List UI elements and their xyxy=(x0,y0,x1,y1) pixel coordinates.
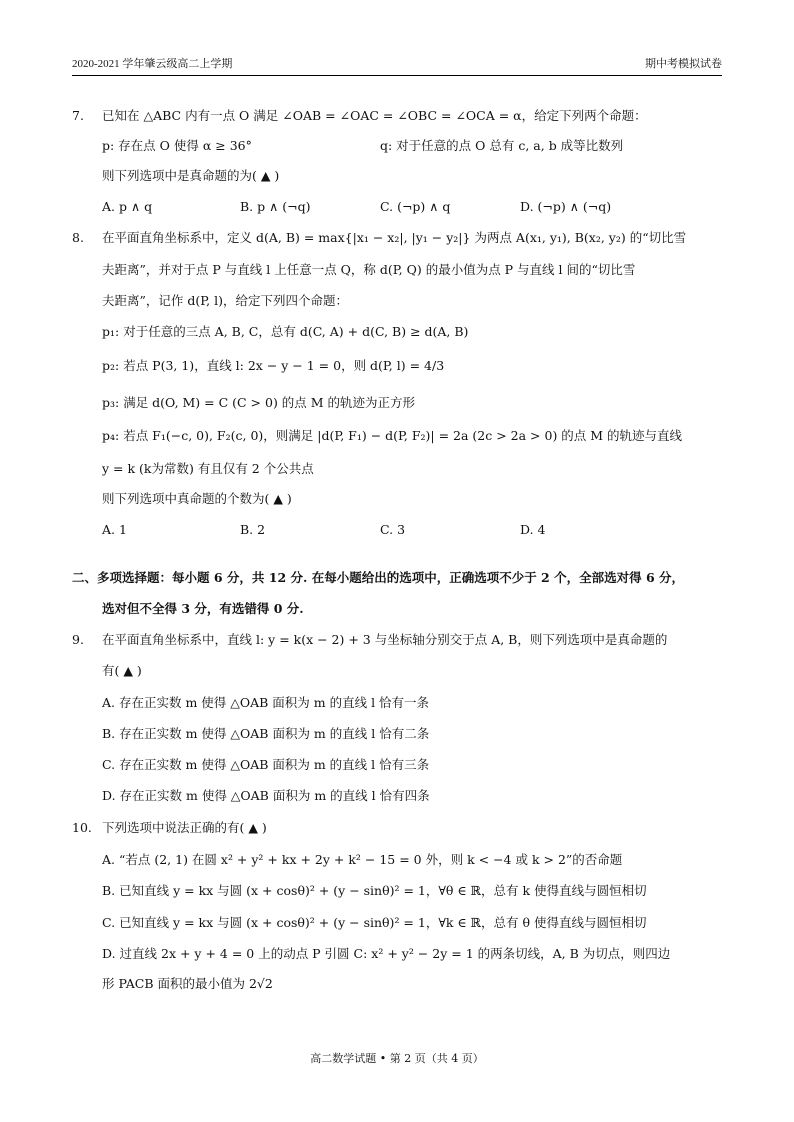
q8-p4-line-2: y = k (k为常数) 有且仅有 2 个公共点 xyxy=(102,461,314,476)
q8-ask: 则下列选项中真命题的个数为( ▲ ) xyxy=(102,491,292,506)
section-2-heading: 二、多项选择题：每小题 6 分，共 12 分. 在每小题给出的选项中，正确选项不少于 2 个，全部选对得 6 分， xyxy=(72,570,685,585)
q7-option-c: C. (¬p) ∧ q xyxy=(380,199,451,214)
q7-option-d: D. (¬p) ∧ (¬q) xyxy=(520,199,612,214)
q9-option-c: C. 存在正实数 m 使得 △OAB 面积为 m 的直线 l 恰有三条 xyxy=(102,757,430,772)
q8-line-2: 夫距离”，并对于点 P 与直线 l 上任意一点 Q，称 d(P, Q) 的最小值为点 P 与直线 l 间的“切比雪 xyxy=(102,262,636,277)
q7-proposition-p: p: 存在点 O 使得 α ≥ 36° xyxy=(102,138,252,153)
q9-option-a: A. 存在正实数 m 使得 △OAB 面积为 m 的直线 l 恰有一条 xyxy=(102,695,430,710)
q7-option-a: A. p ∧ q xyxy=(102,199,153,214)
q9-option-b: B. 存在正实数 m 使得 △OAB 面积为 m 的直线 l 恰有二条 xyxy=(102,726,430,741)
header-right: 期中考模拟试卷 xyxy=(645,58,722,70)
header-divider xyxy=(72,75,722,76)
q8-option-d: D. 4 xyxy=(520,522,546,537)
q10-option-d-cont: 形 PACB 面积的最小值为 2√2 xyxy=(102,976,273,991)
q9-number: 9. xyxy=(72,632,84,647)
q7-stem: 已知在 △ABC 内有一点 O 满足 ∠OAB = ∠OAC = ∠OBC = ∠OCA = α，给定下列两个命题： xyxy=(102,108,647,123)
q8-p2: p₂: 若点 P(3, 1)，直线 l: 2x − y − 1 = 0，则 d(P, l) = 4/3 xyxy=(102,358,445,373)
q8-option-a: A. 1 xyxy=(102,522,127,537)
page-footer: 高二数学试题 • 第 2 页（共 4 页） xyxy=(310,1052,484,1065)
q9-line-1: 在平面直角坐标系中，直线 l: y = k(x − 2) + 3 与坐标轴分别交于点 A, B，则下列选项中是真命题的 xyxy=(102,632,668,647)
q10-option-d: D. 过直线 2x + y + 4 = 0 上的动点 P 引圆 C: x² + y² − 2y = 1 的两条切线，A, B 为切点，则四边 xyxy=(102,946,671,961)
q8-p3: p₃: 满足 d(O, M) = C (C > 0) 的点 M 的轨迹为正方形 xyxy=(102,395,416,410)
header-left: 2020-2021 学年肇云级高二上学期 xyxy=(72,58,233,70)
q8-option-b: B. 2 xyxy=(240,522,266,537)
q10-number: 10. xyxy=(72,820,92,835)
section-2-heading-cont: 选对但不全得 3 分，有选错得 0 分. xyxy=(102,601,304,616)
q10-line-1: 下列选项中说法正确的有( ▲ ) xyxy=(102,820,267,835)
q8-option-c: C. 3 xyxy=(380,522,406,537)
q10-option-c: C. 已知直线 y = kx 与圆 (x + cosθ)² + (y − sinθ)² = 1，∀k ∈ ℝ，总有 θ 使得直线与圆恒相切 xyxy=(102,915,647,930)
q7-option-b: B. p ∧ (¬q) xyxy=(240,199,311,214)
q9-line-2: 有( ▲ ) xyxy=(102,663,142,678)
q8-p4-line-1: p₄: 若点 F₁(−c, 0), F₂(c, 0)，则满足 |d(P, F₁) − d(P, F₂)| = 2a (2c > 2a > 0) 的点 M 的轨迹与直线 xyxy=(102,428,683,443)
q10-option-b: B. 已知直线 y = kx 与圆 (x + cosθ)² + (y − sinθ)² = 1，∀θ ∈ ℝ，总有 k 使得直线与圆恒相切 xyxy=(102,883,647,898)
q7-number: 7. xyxy=(72,108,84,123)
q8-number: 8. xyxy=(72,230,84,245)
q7-proposition-q: q: 对于任意的点 O 总有 c, a, b 成等比数列 xyxy=(380,138,624,153)
q10-option-a: A. “若点 (2, 1) 在圆 x² + y² + kx + 2y + k² − 15 = 0 外，则 k < −4 或 k > 2”的否命题 xyxy=(102,852,623,867)
q7-ask: 则下列选项中是真命题的为( ▲ ) xyxy=(102,168,280,183)
q8-line-3: 夫距离”，记作 d(P, l)，给定下列四个命题： xyxy=(102,293,348,308)
q8-p1: p₁: 对于任意的三点 A, B, C，总有 d(C, A) + d(C, B) ≥ d(A, B) xyxy=(102,324,469,339)
q9-option-d: D. 存在正实数 m 使得 △OAB 面积为 m 的直线 l 恰有四条 xyxy=(102,788,430,803)
q8-line-1: 在平面直角坐标系中，定义 d(A, B) = max{|x₁ − x₂|, |y₁ − y₂|} 为两点 A(x₁, y₁), B(x₂, y₂) 的“切比雪 xyxy=(102,230,687,245)
